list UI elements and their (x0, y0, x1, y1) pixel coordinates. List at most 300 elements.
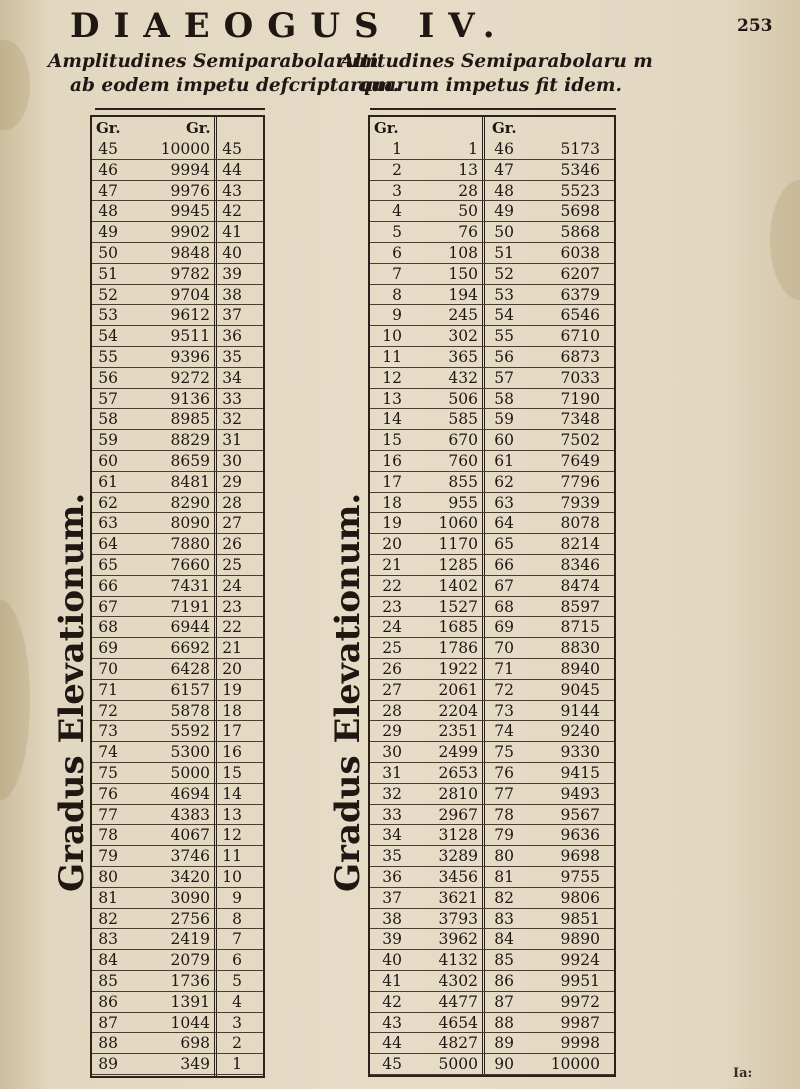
right-caption-line: quarum impetus fit idem. (358, 75, 622, 96)
value-cell: 2756 (170, 909, 210, 928)
value-cell: 6546 (560, 306, 600, 325)
vertical-label: Gradus Elevationum. (328, 492, 368, 892)
degree-cell: 87 (98, 1013, 118, 1032)
degree-cell: 13 (222, 805, 242, 824)
value-cell: 5592 (170, 722, 210, 741)
catalog-mark: Ia: (733, 1066, 753, 1081)
table-row (92, 326, 263, 347)
value-cell: 76 (458, 223, 478, 242)
degree-cell: 24 (382, 618, 402, 637)
degree-cell: 50 (494, 223, 514, 242)
degree-cell: 7 (392, 264, 402, 283)
value-cell: 9806 (560, 888, 600, 907)
value-cell: 1922 (438, 660, 478, 678)
degree-cell: 5 (392, 223, 402, 242)
degree-cell: 4 (392, 202, 402, 221)
table-row (370, 659, 614, 680)
degree-cell: 40 (222, 244, 242, 262)
value-cell: 7348 (560, 410, 600, 429)
degree-cell: 20 (222, 660, 242, 678)
value-cell: 245 (448, 306, 478, 325)
degree-cell: 85 (98, 972, 118, 990)
degree-cell: 60 (98, 452, 118, 470)
page-number: 253 (737, 16, 773, 36)
degree-cell: 90 (494, 1055, 514, 1074)
degree-cell: 37 (382, 888, 402, 907)
value-cell: 3420 (170, 868, 210, 886)
value-cell: 5173 (560, 140, 600, 158)
degree-cell: 45 (222, 140, 242, 158)
value-cell: 3456 (438, 868, 478, 886)
degree-cell: 35 (382, 847, 402, 866)
degree-cell: 46 (494, 140, 514, 158)
table-row (370, 638, 614, 659)
value-cell: 5868 (560, 223, 600, 242)
value-cell: 302 (448, 327, 478, 346)
degree-cell: 43 (222, 181, 242, 200)
degree-cell: 74 (98, 743, 118, 762)
degree-cell: 80 (98, 868, 118, 886)
divider (95, 108, 265, 110)
degree-cell: 61 (494, 452, 514, 470)
table-row (92, 201, 263, 222)
degree-cell: 11 (382, 348, 402, 366)
value-cell: 9612 (170, 306, 210, 325)
value-cell: 9396 (170, 348, 210, 366)
degree-cell: 69 (494, 618, 514, 637)
value-cell: 1527 (438, 597, 478, 616)
degree-cell: 62 (494, 472, 514, 491)
table-row (92, 513, 263, 534)
left-caption-line: ab eodem impetu defcriptarum. (70, 75, 400, 96)
degree-cell: 46 (98, 160, 118, 179)
degree-cell: 36 (382, 868, 402, 886)
value-cell: 2653 (438, 764, 478, 782)
table-row (92, 451, 263, 472)
table-row (92, 659, 263, 680)
value-cell: 9415 (560, 764, 600, 782)
value-cell: 3793 (438, 909, 478, 928)
value-cell: 6428 (170, 660, 210, 678)
degree-cell: 39 (222, 264, 242, 283)
table-row (92, 181, 263, 202)
table-row (92, 389, 263, 410)
table-row (92, 805, 263, 826)
value-cell: 9704 (170, 285, 210, 304)
table-row (92, 867, 263, 888)
table-row (92, 638, 263, 659)
degree-cell: 51 (494, 244, 514, 262)
degree-cell: 22 (222, 618, 242, 637)
value-cell: 5698 (560, 202, 600, 221)
value-cell: 760 (448, 452, 478, 470)
value-cell: 1402 (438, 576, 478, 595)
degree-cell: 16 (382, 452, 402, 470)
degree-cell: 1 (392, 140, 402, 158)
degree-cell: 26 (222, 535, 242, 554)
value-cell: 9994 (170, 160, 210, 179)
value-cell: 8290 (170, 493, 210, 512)
value-cell: 8985 (170, 410, 210, 429)
value-cell: 5000 (170, 764, 210, 782)
value-cell: 1285 (438, 556, 478, 574)
value-cell: 3746 (170, 847, 210, 866)
value-cell: 3289 (438, 847, 478, 866)
table-row (92, 576, 263, 597)
degree-cell: 55 (98, 348, 118, 366)
degree-cell: 31 (222, 431, 242, 450)
paper-stain (770, 180, 800, 300)
table-row (370, 555, 614, 576)
degree-cell: 83 (494, 909, 514, 928)
value-cell: 6207 (560, 264, 600, 283)
column-header: Gr. (96, 119, 121, 137)
degree-cell: 58 (98, 410, 118, 429)
value-cell: 4132 (438, 951, 478, 970)
degree-cell: 44 (382, 1034, 402, 1053)
degree-cell: 28 (222, 493, 242, 512)
table-row (370, 992, 614, 1013)
value-cell: 8829 (170, 431, 210, 450)
degree-cell: 29 (222, 472, 242, 491)
value-cell: 6710 (560, 327, 600, 346)
table-row (370, 805, 614, 826)
degree-cell: 16 (222, 743, 242, 762)
degree-cell: 23 (222, 597, 242, 616)
degree-cell: 38 (222, 285, 242, 304)
degree-cell: 44 (222, 160, 242, 179)
value-cell: 2351 (438, 722, 478, 741)
value-cell: 9972 (560, 992, 600, 1011)
degree-cell: 68 (494, 597, 514, 616)
value-cell: 2499 (438, 743, 478, 762)
degree-cell: 71 (494, 660, 514, 678)
right-caption (340, 50, 653, 98)
value-cell: 3621 (438, 888, 478, 907)
degree-cell: 86 (494, 972, 514, 990)
divider (370, 108, 616, 110)
table-row (370, 201, 614, 222)
table-row (92, 264, 263, 285)
value-cell: 5300 (170, 743, 210, 762)
value-cell: 9136 (170, 389, 210, 408)
value-cell: 6038 (560, 244, 600, 262)
degree-cell: 82 (494, 888, 514, 907)
degree-cell: 75 (98, 764, 118, 782)
degree-cell: 37 (222, 306, 242, 325)
degree-cell: 48 (494, 181, 514, 200)
degree-cell: 88 (98, 1034, 118, 1053)
degree-cell: 30 (222, 452, 242, 470)
degree-cell: 18 (222, 701, 242, 720)
value-cell: 9945 (170, 202, 210, 221)
degree-cell: 2 (392, 160, 402, 179)
degree-cell: 11 (222, 847, 242, 866)
table-row (92, 472, 263, 493)
value-cell: 585 (448, 410, 478, 429)
degree-cell: 60 (494, 431, 514, 450)
value-cell: 9987 (560, 1013, 600, 1032)
degree-cell: 76 (494, 764, 514, 782)
degree-cell: 14 (382, 410, 402, 429)
degree-cell: 52 (98, 285, 118, 304)
table-row (92, 888, 263, 909)
table-row (92, 742, 263, 763)
table-row (370, 784, 614, 805)
table-row (370, 305, 614, 326)
value-cell: 8481 (170, 472, 210, 491)
value-cell: 9636 (560, 826, 600, 845)
value-cell: 9493 (560, 784, 600, 803)
degree-cell: 8 (392, 285, 402, 304)
degree-cell: 2 (232, 1034, 242, 1053)
table-row (92, 784, 263, 805)
value-cell: 3090 (170, 888, 210, 907)
table-row (370, 701, 614, 722)
value-cell: 1786 (438, 639, 478, 658)
degree-cell: 6 (392, 244, 402, 262)
degree-cell: 27 (222, 514, 242, 533)
table-row (92, 430, 263, 451)
value-cell: 698 (180, 1034, 210, 1053)
degree-cell: 38 (382, 909, 402, 928)
table-row (92, 680, 263, 701)
table-row (370, 368, 614, 389)
column-header: Gr. (186, 119, 211, 137)
degree-cell: 76 (98, 784, 118, 803)
table-row (92, 347, 263, 368)
table-row (370, 534, 614, 555)
value-cell: 10000 (160, 140, 210, 158)
value-cell: 4694 (170, 784, 210, 803)
degree-cell: 10 (382, 327, 402, 346)
degree-cell: 69 (98, 639, 118, 658)
value-cell: 150 (448, 264, 478, 283)
value-cell: 9998 (560, 1034, 600, 1053)
value-cell: 108 (448, 244, 478, 262)
value-cell: 2810 (438, 784, 478, 803)
table-row (370, 950, 614, 971)
degree-cell: 84 (98, 951, 118, 970)
value-cell: 8659 (170, 452, 210, 470)
value-cell: 9698 (560, 847, 600, 866)
table-row (92, 617, 263, 638)
value-cell: 1 (468, 140, 478, 158)
degree-cell: 79 (98, 847, 118, 866)
degree-cell: 87 (494, 992, 514, 1011)
degree-cell: 77 (494, 784, 514, 803)
table-row (92, 409, 263, 430)
degree-cell: 39 (382, 930, 402, 949)
value-cell: 506 (448, 389, 478, 408)
table-row (92, 368, 263, 389)
degree-cell: 48 (98, 202, 118, 221)
degree-cell: 78 (98, 826, 118, 845)
value-cell: 8474 (560, 576, 600, 595)
table-row (92, 160, 263, 181)
value-cell: 6873 (560, 348, 600, 366)
table-row (92, 597, 263, 618)
table-row (370, 139, 614, 160)
table-row (92, 909, 263, 930)
value-cell: 8078 (560, 514, 600, 533)
degree-cell: 47 (494, 160, 514, 179)
table-row (92, 929, 263, 950)
degree-cell: 15 (382, 431, 402, 450)
value-cell: 9848 (170, 244, 210, 262)
table-row (92, 721, 263, 742)
value-cell: 13 (458, 160, 478, 179)
value-cell: 9511 (170, 327, 210, 346)
value-cell: 194 (448, 285, 478, 304)
degree-cell: 79 (494, 826, 514, 845)
degree-cell: 83 (98, 930, 118, 949)
degree-cell: 73 (494, 701, 514, 720)
degree-cell: 30 (382, 743, 402, 762)
value-cell: 9951 (560, 972, 600, 990)
degree-cell: 9 (392, 306, 402, 325)
degree-cell: 14 (222, 784, 242, 803)
degree-cell: 49 (98, 223, 118, 242)
table-row (370, 597, 614, 618)
degree-cell: 21 (222, 639, 242, 658)
degree-cell: 29 (382, 722, 402, 741)
degree-cell: 50 (98, 244, 118, 262)
value-cell: 6379 (560, 285, 600, 304)
table-row (370, 617, 614, 638)
page-header: DIAEOGUS IV. (70, 6, 509, 46)
degree-cell: 36 (222, 327, 242, 346)
degree-cell: 42 (222, 202, 242, 221)
value-cell: 1685 (438, 618, 478, 637)
degree-cell: 32 (382, 784, 402, 803)
degree-cell: 5 (232, 972, 242, 990)
degree-cell: 82 (98, 909, 118, 928)
table-row (92, 825, 263, 846)
value-cell: 4067 (170, 826, 210, 845)
table-row (370, 409, 614, 430)
value-cell: 9851 (560, 909, 600, 928)
degree-cell: 12 (222, 826, 242, 845)
table-row (370, 576, 614, 597)
table-row (370, 825, 614, 846)
table-row (92, 701, 263, 722)
degree-cell: 28 (382, 701, 402, 720)
degree-cell: 57 (494, 368, 514, 387)
altitude-table (368, 115, 616, 1077)
degree-cell: 33 (382, 805, 402, 824)
degree-cell: 66 (98, 576, 118, 595)
table-row (92, 1054, 263, 1075)
table-row (92, 846, 263, 867)
degree-cell: 25 (222, 556, 242, 574)
degree-cell: 19 (222, 680, 242, 699)
table-row (370, 326, 614, 347)
degree-cell: 12 (382, 368, 402, 387)
degree-cell: 25 (382, 639, 402, 658)
table-row (370, 1033, 614, 1054)
value-cell: 5878 (170, 701, 210, 720)
value-cell: 7033 (560, 368, 600, 387)
degree-cell: 43 (382, 1013, 402, 1032)
table-row (370, 430, 614, 451)
value-cell: 28 (458, 181, 478, 200)
degree-cell: 74 (494, 722, 514, 741)
value-cell: 955 (448, 493, 478, 512)
value-cell: 1060 (438, 514, 478, 533)
degree-cell: 51 (98, 264, 118, 283)
table-row (370, 742, 614, 763)
degree-cell: 54 (494, 306, 514, 325)
column-header: Gr. (374, 119, 399, 137)
table-row (370, 867, 614, 888)
table-row (370, 846, 614, 867)
value-cell: 4827 (438, 1034, 478, 1053)
degree-cell: 17 (382, 472, 402, 491)
value-cell: 1391 (170, 992, 210, 1011)
degree-cell: 32 (222, 410, 242, 429)
value-cell: 8346 (560, 556, 600, 574)
table-row (92, 1013, 263, 1034)
degree-cell: 20 (382, 535, 402, 554)
table-row (370, 264, 614, 285)
value-cell: 3962 (438, 930, 478, 949)
degree-cell: 68 (98, 618, 118, 637)
value-cell: 5523 (560, 181, 600, 200)
table-row (92, 534, 263, 555)
table-row (370, 160, 614, 181)
degree-cell: 34 (222, 368, 242, 387)
degree-cell: 3 (232, 1013, 242, 1032)
value-cell: 7649 (560, 452, 600, 470)
degree-cell: 40 (382, 951, 402, 970)
table-row (370, 347, 614, 368)
value-cell: 9976 (170, 181, 210, 200)
value-cell: 1170 (438, 535, 478, 554)
value-cell: 7880 (170, 535, 210, 554)
degree-cell: 35 (222, 348, 242, 366)
degree-cell: 19 (382, 514, 402, 533)
degree-cell: 56 (98, 368, 118, 387)
value-cell: 2967 (438, 805, 478, 824)
value-cell: 670 (448, 431, 478, 450)
degree-cell: 24 (222, 576, 242, 595)
table-row (370, 472, 614, 493)
degree-cell: 34 (382, 826, 402, 845)
value-cell: 9240 (560, 722, 600, 741)
value-cell: 8940 (560, 660, 600, 678)
degree-cell: 70 (98, 660, 118, 678)
table-row (370, 971, 614, 992)
value-cell: 8597 (560, 597, 600, 616)
degree-cell: 42 (382, 992, 402, 1011)
degree-cell: 89 (494, 1034, 514, 1053)
degree-cell: 58 (494, 389, 514, 408)
table-row (370, 181, 614, 202)
value-cell: 349 (180, 1055, 210, 1074)
value-cell: 5346 (560, 160, 600, 179)
value-cell: 10000 (550, 1055, 600, 1074)
value-cell: 2204 (438, 701, 478, 720)
degree-cell: 85 (494, 951, 514, 970)
degree-cell: 84 (494, 930, 514, 949)
degree-cell: 27 (382, 680, 402, 699)
degree-cell: 53 (98, 306, 118, 325)
degree-cell: 41 (382, 972, 402, 990)
degree-cell: 86 (98, 992, 118, 1011)
value-cell: 9144 (560, 701, 600, 720)
degree-cell: 65 (494, 535, 514, 554)
